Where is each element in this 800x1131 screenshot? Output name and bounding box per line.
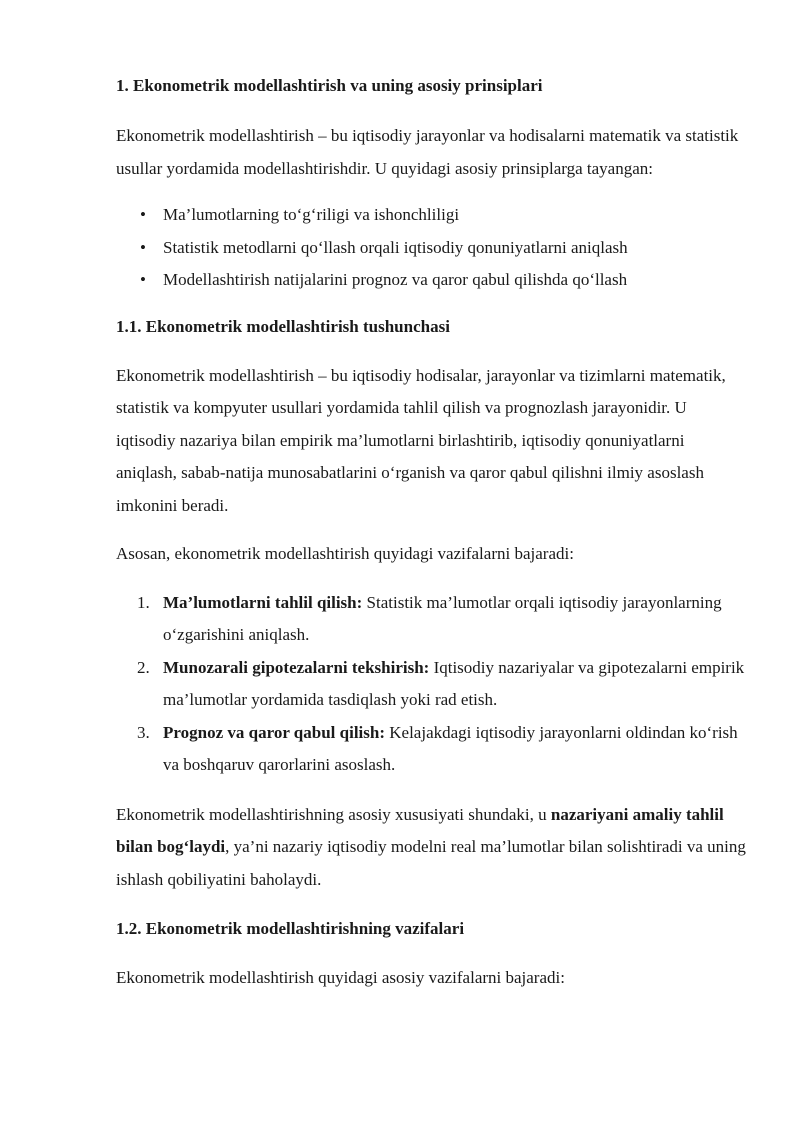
list-item [116, 199, 746, 232]
principles-list [116, 199, 746, 297]
feature-paragraph [116, 799, 746, 897]
list-item-text: Ma’lumotlarning to‘g‘riligi va ishonchliligi [163, 205, 460, 224]
list-item [116, 232, 746, 265]
feature-text-after: , ya’ni nazariy iqtisodiy modelni real ma’lumotlar bilan solishtiradi va uning ishlash qobiliyatini baholaydi. [116, 837, 746, 889]
list-item-text: Kelajakdagi iqtisodiy jarayonlarni oldindan ko‘rish va boshqaruv qarorlarini asoslash. [163, 722, 738, 774]
list-item [116, 587, 746, 652]
section-1-intro: Ekonometrik modellashtirish – bu iqtisodiy jarayonlar va hodisalarni matematik va statistik usullar yordamida modellashtirishdir. U quyidagi asosiy prinsiplarga tayangan: [116, 126, 739, 178]
list-item-title: Prognoz va qaror qabul qilish: [163, 722, 385, 742]
bullet-icon: • [140, 237, 146, 257]
bullet-icon: • [140, 205, 146, 224]
list-item-title: Ma’lumotlarni tahlil qilish: [163, 592, 363, 612]
list-item-number: 3. [137, 722, 150, 742]
list-item-number: 1. [137, 592, 150, 612]
section-1-heading: 1. Ekonometrik modellashtirish va uning asosiy prinsiplari [116, 76, 543, 95]
feature-text-before: Ekonometrik modellashtirishning asosiy xususiyati shundaki, u [116, 804, 551, 824]
document-page [116, 70, 746, 995]
list-item-title: Munozarali gipotezalarni tekshirish: [163, 657, 430, 677]
section-1-2-heading: 1.2. Ekonometrik modellashtirishning vazifalari [116, 919, 465, 938]
list-item-text: Iqtisodiy nazariyalar va gipotezalarni empirik ma’lumotlar yordamida tasdiqlash yoki rad etish. [163, 657, 745, 709]
section-1-1-heading: 1.1. Ekonometrik modellashtirish tushunchasi [116, 316, 450, 336]
tasks-intro-paragraph: Asosan, ekonometrik modellashtirish quyidagi vazifalarni bajaradi: [116, 544, 574, 563]
feature-text-bold: nazariyani amaliy tahlil bilan bog‘laydi [116, 804, 724, 856]
list-item-number: 2. [137, 657, 150, 677]
definition-paragraph: Ekonometrik modellashtirish – bu iqtisodiy hodisalar, jarayonlar va tizimlarni matematik, statistik va kompyuter usullari yordamida tahlil qilish va prognozlash jarayonidir. U iqtisodiy nazariya bilan empirik ma’lumotlarni birlashtirib, iqtisodiy qonuniyatlarni aniqlash, sabab-natija munosabatlarini o‘rganish va qaror qabul qilishni ilmiy asoslash imkonini beradi. [116, 365, 726, 515]
list-item-text: Statistik metodlarni qo‘llash orqali iqtisodiy qonuniyatlarni aniqlash [163, 237, 628, 257]
list-item-text: Modellashtirish natijalarini prognoz va qaror qabul qilishda qo‘llash [163, 270, 628, 289]
list-item [116, 717, 746, 782]
list-item [116, 652, 746, 717]
list-item [116, 264, 746, 297]
bullet-icon: • [140, 270, 146, 289]
list-item-text: Statistik ma’lumotlar orqali iqtisodiy jarayonlarning o‘zgarishini aniqlash. [163, 592, 722, 644]
section-1-2-intro: Ekonometrik modellashtirish quyidagi asosiy vazifalarni bajaradi: [116, 968, 565, 987]
tasks-list [116, 587, 746, 782]
